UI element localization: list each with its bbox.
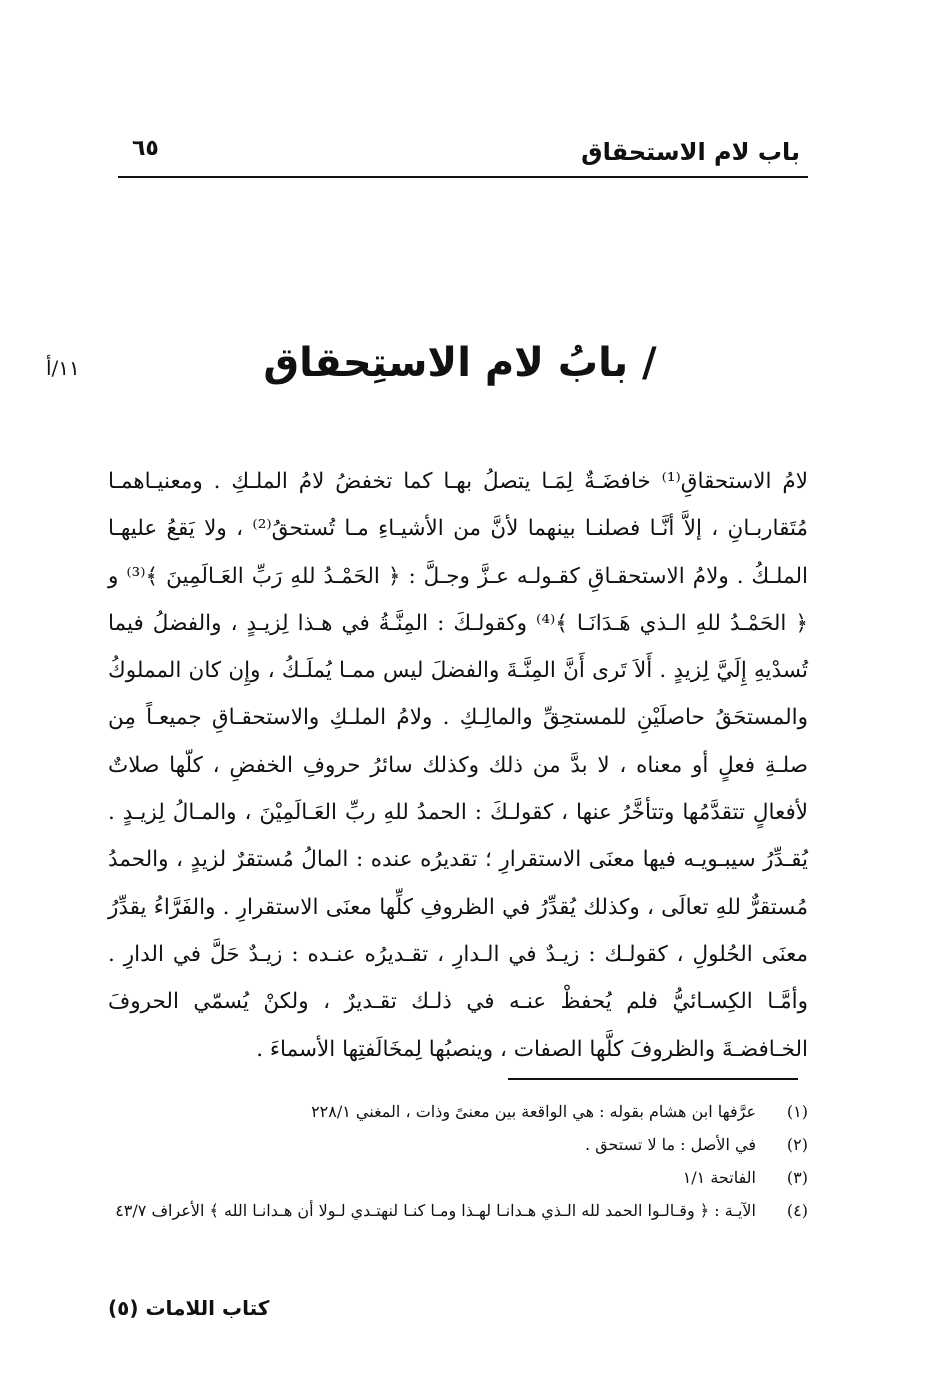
footnote-text: الفاتحة ١/١ [682, 1168, 756, 1187]
footnote [108, 1131, 808, 1159]
footnote [108, 1164, 808, 1192]
footnote-text: في الأصل : ما لا تستحق . [584, 1135, 756, 1154]
running-header [118, 132, 808, 178]
footnote-number: (٣) [786, 1168, 808, 1187]
footnote-separator [508, 1078, 798, 1080]
footnotes-list [108, 1098, 808, 1230]
footnote-text: عرَّفها ابن هشام بقوله : هي الواقعة بين معنىً وذات ، المغني ٢٢٨/١ [311, 1102, 756, 1121]
chapter-title: / بابُ لام الاستِحقاق [263, 340, 657, 386]
body-paragraph: لامُ الاستحقاقِ⁽¹⁾ خافضَـةٌ لِمَـا يتصلُ بهـا كما تخفضُ لامُ الملـكِ . ومعنيـاهمـا مُتَقاربـانِ ، إلاَّ أنَّـا فصلنـا بينهما لأنَّ من الأشيـاءِ مـا تُستحقُ⁽²⁾ ، ولا يَقعُ عليهـا الملـكُ . ولامُ الاستحقـاقِ كقـولـه عـزَّ وجـلَّ : ﴿ الحَمْـدُ للهِ رَبِّ العَـالَمِينَ ﴾⁽³⁾ و ﴿ الحَمْـدُ للهِ الـذي هَـدَانَـا ﴾⁽⁴⁾ وكقولـكَ : المِنَّـةُ في هـذا لِزيـدٍ ، والفضلُ فيما تُسدْيهِ إِلَيَّ لِزيدٍ . أَلاَ تَرى أَنَّ المِنَّـةَ والفضلَ ليس ممـا يُملَـكُ ، وإِن كان المملوكُ والمستحَقُ حاصلَيْنِ للمستحِقِّ والمالِـكِ . ولامُ الملـكِ والاستحقـاقِ جميعـاً مِن صلـةِ فعلٍ أو معناه ، لا بدَّ من ذلك وكذلك سائرُ حروفِ الخفضِ ، كلّها صلاتٌ لأفعالٍ تتقدَّمُها وتتأخَّرُ عنها ، كقولـكَ : الحمدُ للهِ ربِّ العَـالَمِيْنَ ، والمـالُ لِزيـدٍ . يُقـدِّرُ سيبـويـه فيها معنَى الاستقرارِ ؛ تقديرُه عنده : المالُ مُستقرٌ لزيدٍ ، والحمدُ مُستقرٌّ للهِ تعالَى ، وكذلك يُقدِّرُ في الظروفِ كلِّها معنَى الاستقرارِ . والفَرَّاءُ يقدِّرُ معنَى الحُلولِ ، كقولـك : زيـدٌ في الـدارِ ، تقـديرُه عنـده : زيـدٌ حَلَّ في الدارِ . وأمَّـا الكِسـائيُّ فلم يُحفظْ عنـه في ذلـك تقـديرٌ ، ولكنْ يُسمّي الحروفَ الخـافضـةَ والظروفَ كلَّها الصفات ، وينصبُها لِمخَالَفتِها الأسماءَ . [108, 469, 809, 1062]
footnote-number: (١) [786, 1102, 808, 1121]
footnote [108, 1098, 808, 1126]
page-number: ٦٥ [132, 136, 159, 161]
footnote [108, 1197, 808, 1225]
footnote-number: (٤) [786, 1201, 808, 1220]
running-title: باب لام الاستحقاق [581, 138, 800, 166]
manuscript-folio-note: ١١/أ [46, 356, 80, 380]
footnote-text: الآيـة : ﴿ وقـالـوا الحمد لله الـذي هـدانـا لهـذا ومـا كنـا لنهتـدي لـولا أن هـدانـا الله ﴾ الأعراف ٤٣/٧ [115, 1201, 756, 1220]
footnote-number: (٢) [786, 1135, 808, 1154]
book-signature: كتاب اللامات (٥) [108, 1296, 270, 1320]
